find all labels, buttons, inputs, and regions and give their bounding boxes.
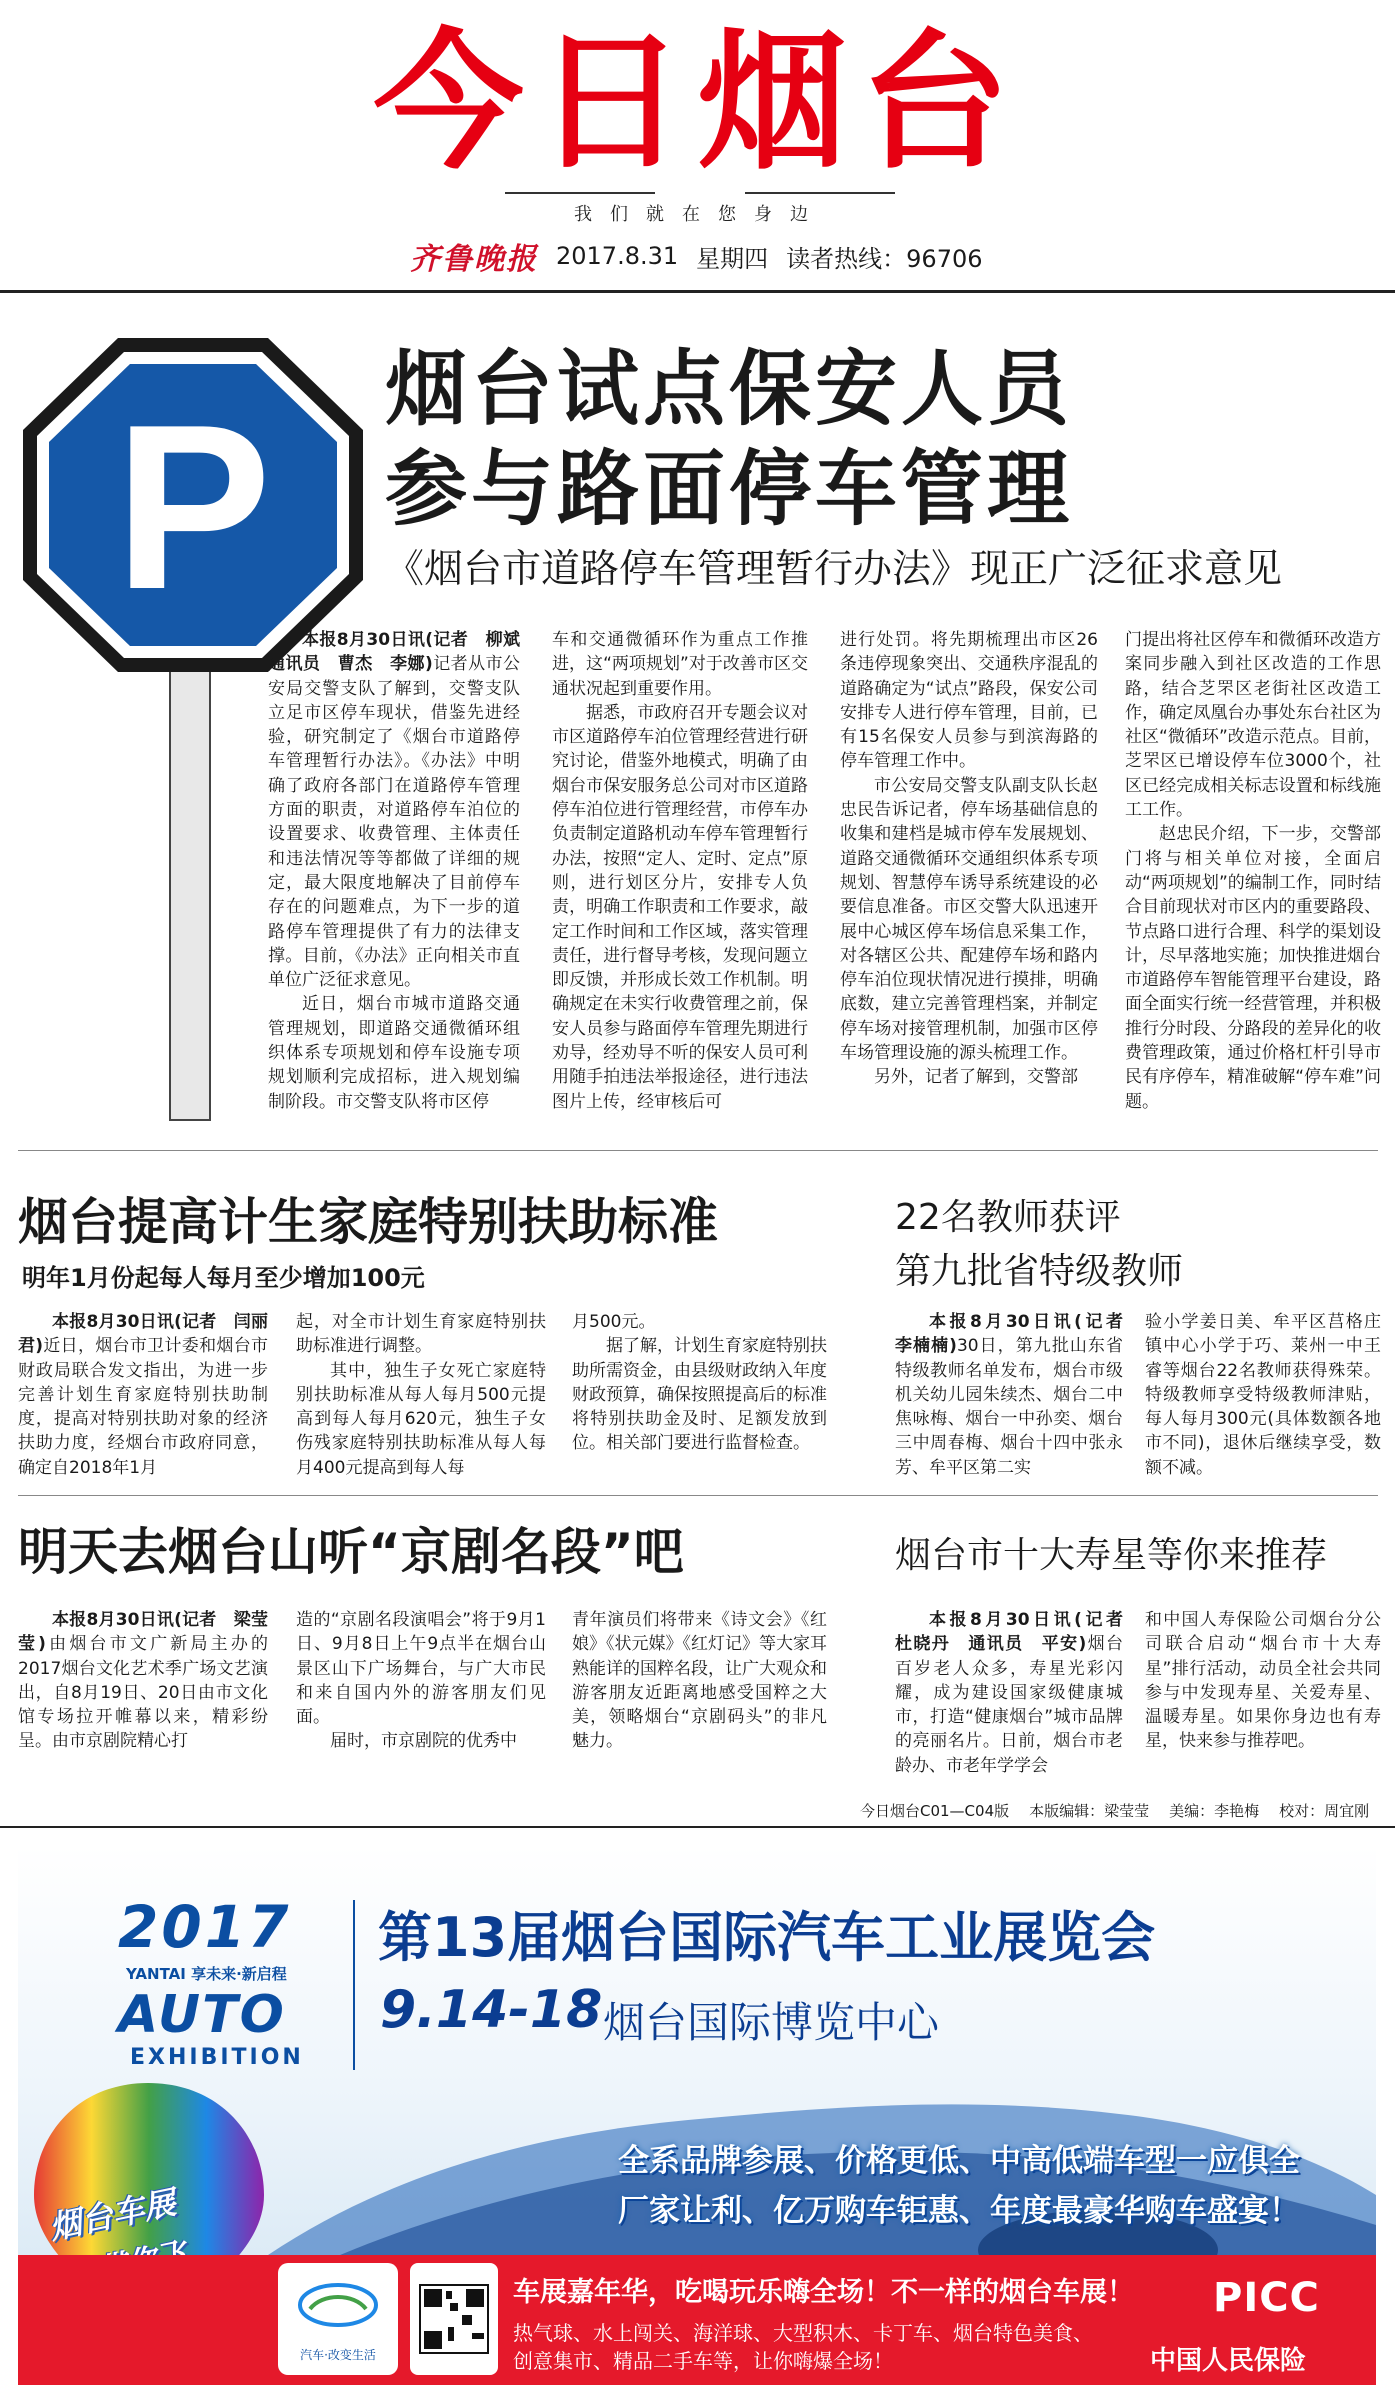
picc-name: 中国人民保险 bbox=[1150, 2346, 1307, 2376]
lead-col3-p2: 市公安局交警支队副支队长赵忠民告诉记者，停车场基础信息的收集和建档是城市停车发展规划、道路交通微循环交通组织体系专项规划、智慧停车诱导系统建设的必要信息准备。市区交警大队迅速开展中心城区停车场信息采集工作，对各辖区公共、配建停车场和路内停车泊位现状情况进行摸排，明确底数，建立完善管理档案，并制定停车场对接管理机制，加强市区停车场管理设施的源头梳理工作。 bbox=[840, 775, 1098, 1064]
opera-column-2 bbox=[296, 1608, 546, 1788]
family-column-1 bbox=[18, 1310, 268, 1485]
masthead-rule-right bbox=[745, 192, 895, 194]
lead-col3-p3: 另外，记者了解到，交警部 bbox=[874, 1067, 1078, 1088]
longevity-col1: 烟台百岁老人众多，寿星光彩闪耀，成为建设国家级健康城市，打造“健康烟台”城市品牌的亮丽名片。日前，烟台市老龄办、市老年学学会 bbox=[895, 1634, 1123, 1776]
lead-col2-p2: 据悉，市政府召开专题会议对市区道路停车泊位管理经营进行研究讨论，借鉴外地模式，明确了由烟台市保安服务总公司对市区道路停车泊位进行管理经营，市停车办负责制定道路机动车停车管理暂行办法，按照“定人、定时、定点”原则，进行划区分片，安排专人负责，明确工作职责和工作要求，敲定工作时间和工作区域，落实管理责任，进行督导考核，发现问题立即反馈，并形成长效工作机制。明确规定在未实行收费管理之前，保安人员参与路面停车管理先期进行劝导，经劝导不听的保安人员可利用随手拍违法举报途径，进行违法图片上传，经审核后可 bbox=[552, 702, 808, 1112]
teachers-column-1 bbox=[895, 1310, 1140, 1485]
masthead-divider bbox=[0, 290, 1395, 293]
section-divider-2 bbox=[18, 1495, 1378, 1496]
expo-slogan-line2: 厂家让利、亿万购车钜惠、年度最豪华购车盛宴！ bbox=[618, 2193, 1300, 2229]
lead-column-3 bbox=[840, 628, 1098, 1118]
teachers-headline-line2: 第九批省特级教师 bbox=[895, 1251, 1184, 1292]
family-col3-p2: 据了解，计划生育家庭特别扶助所需资金，由县级财政纳入年度财政预算，确保按照提高后的标准将特别扶助金及时、足额发放到位。相关部门要进行监督检查。 bbox=[572, 1336, 827, 1454]
carnival-activities-line2: 创意集市、精品二手车等，让你嗨爆全场！ bbox=[513, 2349, 893, 2373]
balloon-text-line1: 烟台车展 bbox=[45, 2183, 179, 2247]
lead-column-1 bbox=[268, 628, 537, 1118]
lead-col1-p1: 记者从市公安局交警支队了解到，交警支队立足市区停车现状，借鉴先进经验，研究制定了《烟台市道路停车管理暂行办法》。《办法》中明确了政府各部门在道路停车管理方面的职责，对道路停车泊位的设置要求、收费管理、主体责任和违法情况等等都做了详细的规定，最大限度地解决了目前停车存在的问题难点，为下一步的道路停车管理提供了有力的法律支撑。目前，《办法》正向相关市直单位广泛征求意见。 bbox=[268, 654, 521, 991]
opera-col1: 由烟台市文广新局主办的2017烟台文化艺术季广场文艺演出，自8月19日、20日由市文化馆专场拉开帷幕以来，精彩纷呈。由市京剧院精心打 bbox=[18, 1634, 269, 1752]
designer-credit: 美编：李艳梅 bbox=[1169, 1802, 1260, 1820]
opera-byline: 本报8月30日讯(记者 梁莹莹) bbox=[18, 1610, 268, 1655]
issue-weekday: 星期四 bbox=[696, 244, 769, 273]
opera-col2-p1: 造的“京剧名段演唱会”将于9月1日、9月8日上午9点半在烟台山景区山下广场舞台，与广大市民和来自国内外的游客朋友们见面。 bbox=[296, 1610, 546, 1728]
masthead-info bbox=[410, 236, 983, 276]
auto-life-label: 汽车·改变生活 bbox=[300, 2348, 376, 2362]
teachers-byline: 本报8月30日讯(记者 李楠楠) bbox=[895, 1312, 1140, 1357]
expo-logo-slogan: 享未来·新启程 bbox=[191, 1965, 287, 1983]
longevity-column-2 bbox=[1145, 1608, 1381, 1788]
opera-column-1 bbox=[18, 1608, 268, 1788]
qr-code-icon bbox=[410, 2263, 498, 2375]
longevity-headline: 烟台市十大寿星等你来推荐 bbox=[895, 1535, 1328, 1576]
teachers-headline-line1: 22名教师获评 bbox=[895, 1197, 1121, 1238]
reader-hotline: 读者热线：96706 bbox=[786, 244, 983, 273]
picc-logo: PICC bbox=[1213, 2275, 1320, 2321]
lead-subheadline: 《烟台市道路停车管理暂行办法》现正广泛征求意见 bbox=[385, 547, 1283, 592]
lead-column-4 bbox=[1125, 628, 1381, 1118]
family-col2-p2: 其中，独生子女死亡家庭特别扶助标准从每人每月500元提高到每人每月620元，独生子女伤残家庭特别扶助标准从每人每月400元提高到每人每 bbox=[296, 1360, 546, 1478]
expo-logo-divider bbox=[353, 1900, 355, 2070]
edition-label: 今日烟台C01—C04版 bbox=[860, 1802, 1010, 1820]
lead-col4-p2: 赵忠民介绍，下一步，交警部门将与相关单位对接，全面启动“两项规划”的编制工作，同时结合目前现状对市区内的重要路段、节点路口进行合理、科学的渠划设计，尽早落地实施；加快推进烟台市道路停车智能管理平台建设，路面全面实行统一经营管理，并积极推行分时段、分路段的差异化的收费管理政策，通过价格杠杆引导市民有序停车，精准破解“停车难”问题。 bbox=[1125, 824, 1381, 1112]
lead-byline: 本报8月30日讯(记者 柳斌 通讯员 曹杰 李娜) bbox=[268, 630, 537, 675]
auto-expo-advertisement bbox=[18, 1845, 1376, 2385]
page-credits bbox=[860, 1800, 1369, 1821]
section-divider-1 bbox=[18, 1150, 1378, 1151]
masthead-slogan: 我们就在您身边 bbox=[574, 204, 826, 225]
expo-logo-city: YANTAI bbox=[126, 1965, 186, 1983]
qr-code bbox=[410, 2263, 498, 2375]
carnival-headline: 车展嘉年华，吃喝玩乐嗨全场！不一样的烟台车展！ bbox=[513, 2277, 1134, 2308]
lead-col2-p1: 车和交通微循环作为重点工作推进，这“两项规划”对于改善市区交通状况起到重要作用。 bbox=[552, 630, 808, 699]
lead-col1-p2: 近日，烟台市城市道路交通管理规划，即道路交通微循环组织体系专项规划和停车设施专项规划顺利完成招标，进入规划编制阶段。市交警支队将市区停 bbox=[268, 994, 520, 1112]
expo-logo-year: 2017 bbox=[118, 1893, 292, 1961]
family-headline: 烟台提高计生家庭特别扶助标准 bbox=[18, 1193, 718, 1251]
opera-col3: 青年演员们将带来《诗文会》《红娘》《状元媒》《红灯记》等大家耳熟能详的国粹名段，让广大观众和游客朋友近距离地感受国粹之大美，领略烟台“京剧码头”的非凡魅力。 bbox=[572, 1610, 827, 1752]
expo-title: 第13届烟台国际汽车工业展览会 bbox=[378, 1906, 1156, 1969]
footer-divider bbox=[0, 1826, 1395, 1828]
teachers-col1: 30日，第九批山东省特级教师名单发布，烟台市级机关幼儿园朱续杰、烟台二中焦咏梅、烟台一中孙奕、烟台三中周春梅、烟台十四中张永芳、牟平区第二实 bbox=[895, 1336, 1123, 1478]
parking-sign-letter: P bbox=[114, 375, 272, 638]
car-logo-icon bbox=[278, 2263, 398, 2343]
lead-headline-line1: 烟台试点保安人员 bbox=[385, 342, 1074, 437]
proofreader-credit: 校对：周宜刚 bbox=[1279, 1802, 1370, 1820]
teachers-column-2 bbox=[1145, 1310, 1381, 1485]
family-byline: 本报8月30日讯(记者 闫丽君) bbox=[18, 1312, 268, 1357]
longevity-byline: 本报8月30日讯(记者 杜晓丹 通讯员 平安) bbox=[895, 1610, 1140, 1655]
family-subheadline: 明年1月份起每人每月至少增加100元 bbox=[22, 1264, 425, 1292]
editor-credit: 本版编辑：梁莹莹 bbox=[1029, 1802, 1150, 1820]
masthead-rule-left bbox=[505, 192, 655, 194]
expo-slogan-line1: 全系品牌参展、价格更低、中高低端车型一应俱全 bbox=[618, 2143, 1300, 2179]
issue-date: 2017.8.31 bbox=[556, 242, 679, 270]
expo-logo-exhibition: EXHIBITION bbox=[130, 2045, 304, 2070]
masthead-title: 今日烟台 bbox=[373, 16, 1022, 190]
family-column-3 bbox=[572, 1310, 827, 1485]
lead-headline-line2: 参与路面停车管理 bbox=[385, 442, 1074, 537]
lead-col4-p1: 门提出将社区停车和微循环改造方案同步融入到社区改造的工作思路，结合芝罘区老街社区改造工作，确定凤凰台办事处东台社区为社区“微循环”改造示范点。目前，芝罘区已增设停车位3000个，社区已经完成相关标志设置和标线施工工作。 bbox=[1125, 630, 1381, 821]
expo-venue: 烟台国际博览中心 bbox=[603, 1998, 940, 2047]
teachers-col2: 验小学姜日美、牟平区莒格庄镇中心小学于巧、莱州一中王睿等烟台22名教师获得殊荣。特级教师享受特级教师津贴，每人每月300元(具体数额各地市不同)，退休后继续享受，数额不减。 bbox=[1145, 1312, 1381, 1478]
carnival-activities-line1: 热气球、水上闯关、海洋球、大型积木、卡丁车、烟台特色美食、 bbox=[513, 2321, 1093, 2345]
longevity-col2: 和中国人寿保险公司烟台分公司联合启动“烟台市十大寿星”排行活动，动员全社会共同参与中发现寿星、关爱寿星、温暖寿星。如果你身边也有寿星，快来参与推荐吧。 bbox=[1145, 1610, 1381, 1752]
family-col2-p1: 起，对全市计划生育家庭特别扶助标准进行调整。 bbox=[296, 1312, 546, 1357]
family-col1: 近日，烟台市卫计委和烟台市财政局联合发文指出，为进一步完善计划生育家庭特别扶助制度，提高对特别扶助对象的经济扶助力度，经烟台市政府同意，确定自2018年1月 bbox=[18, 1336, 268, 1478]
lead-column-2 bbox=[552, 628, 808, 1118]
lead-col3-p1: 进行处罚。将先期梳理出市区26条违停现象突出、交通秩序混乱的道路确定为“试点”路段，保安公司安排专人进行停车管理，目前，已有15名保安人员参与到滨海路的停车管理工作中。 bbox=[840, 630, 1098, 772]
longevity-column-1 bbox=[895, 1608, 1140, 1788]
masthead-brand: 齐鲁晚报 bbox=[410, 242, 538, 277]
family-col3-p1: 月500元。 bbox=[572, 1312, 656, 1332]
expo-logo-auto: AUTO bbox=[118, 1985, 286, 2045]
family-column-2 bbox=[296, 1310, 546, 1485]
expo-dates: 9.14-18 bbox=[380, 1980, 603, 2040]
opera-col2-p2: 届时，市京剧院的优秀中 bbox=[330, 1731, 517, 1752]
auto-life-badge bbox=[278, 2263, 398, 2375]
expo-logo-tagline bbox=[126, 1963, 287, 1984]
opera-headline: 明天去烟台山听“京剧名段”吧 bbox=[18, 1523, 684, 1581]
opera-column-3 bbox=[572, 1608, 827, 1788]
